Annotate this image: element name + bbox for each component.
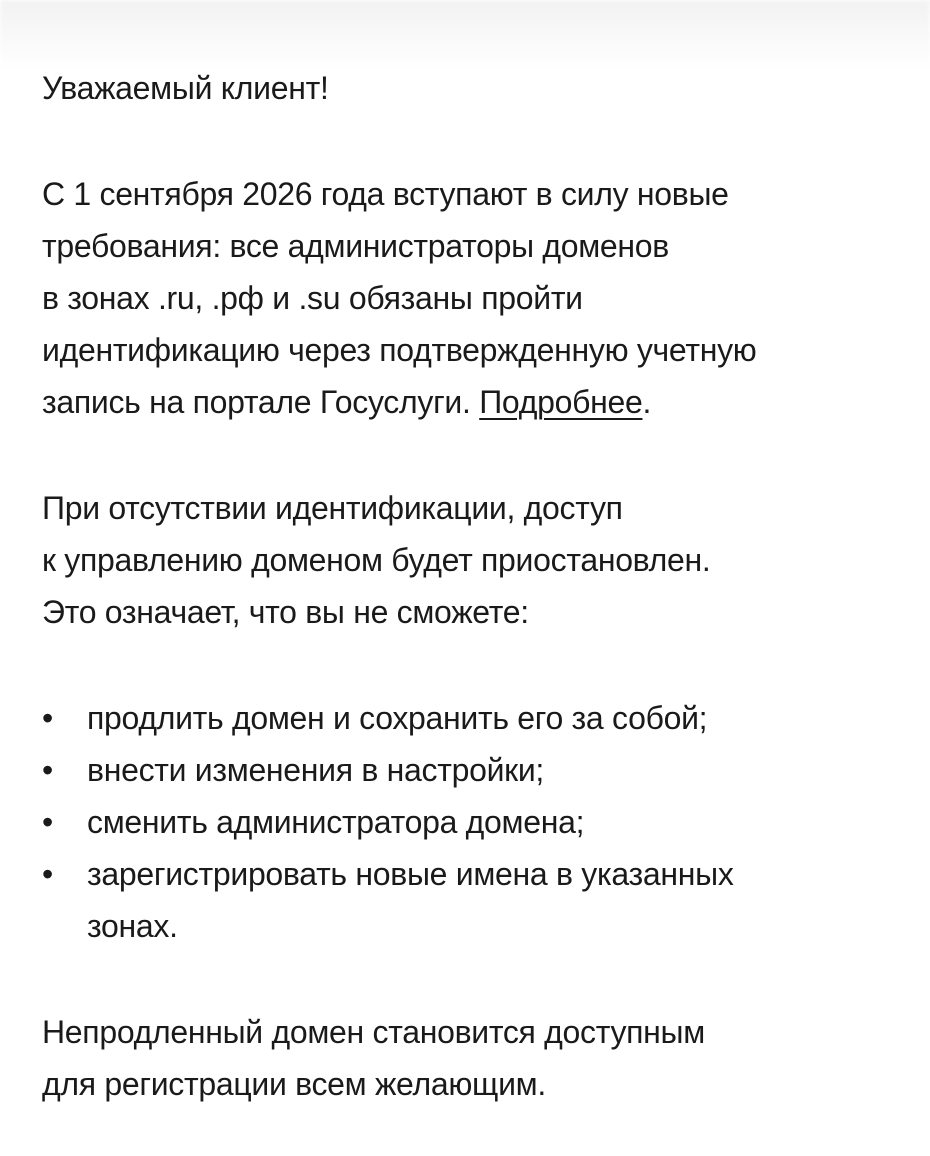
spacer (42, 952, 902, 1006)
list-item-text: зонах. (87, 908, 178, 944)
bullet-icon: • (42, 700, 54, 736)
paragraph-line: для регистрации всем желающим. (42, 1066, 546, 1102)
list-item (42, 848, 902, 952)
paragraph-line-with-link (42, 376, 902, 428)
paragraph-line: При отсутствии идентификации, доступ (42, 490, 623, 526)
restrictions-list (42, 692, 902, 952)
paragraph-line: в зонах .ru, .рф и .su обязаны пройти (42, 280, 583, 316)
list-item (42, 744, 902, 796)
paragraph-line: к управлению доменом будет приостановлен. (42, 542, 711, 578)
list-item-text: внести изменения в настройки; (87, 752, 545, 788)
top-shadow (0, 0, 930, 70)
paragraph-line: Непродленный домен становится доступным (42, 1014, 705, 1050)
list-item-text: зарегистрировать новые имена в указанных (87, 856, 734, 892)
greeting: Уважаемый клиент! (42, 70, 329, 106)
bullet-icon: • (42, 752, 54, 788)
list-item (42, 796, 902, 848)
message-body (42, 62, 902, 1110)
list-item-text: сменить администратора домена; (87, 804, 585, 840)
paragraph-line: С 1 сентября 2026 года вступают в силу новые (42, 176, 729, 212)
bullet-icon: • (42, 856, 54, 892)
more-info-link[interactable]: Подробнее (479, 384, 643, 420)
paragraph-line: требования: все администраторы доменов (42, 228, 669, 264)
list-item-text: продлить домен и сохранить его за собой; (87, 700, 708, 736)
paragraph-line: Это означает, что вы не сможете: (42, 594, 529, 630)
list-item (42, 692, 902, 744)
spacer (42, 428, 902, 482)
paragraph-requirements (42, 168, 902, 428)
paragraph-line-text: запись на портале Госуслуги. (42, 384, 480, 420)
spacer (42, 114, 902, 168)
paragraph-line: идентификацию через подтвержденную учетную (42, 332, 757, 368)
spacer (42, 638, 902, 692)
period: . (642, 384, 652, 420)
paragraph-warning (42, 1006, 902, 1110)
bullet-icon: • (42, 804, 54, 840)
paragraph-consequences (42, 482, 902, 638)
